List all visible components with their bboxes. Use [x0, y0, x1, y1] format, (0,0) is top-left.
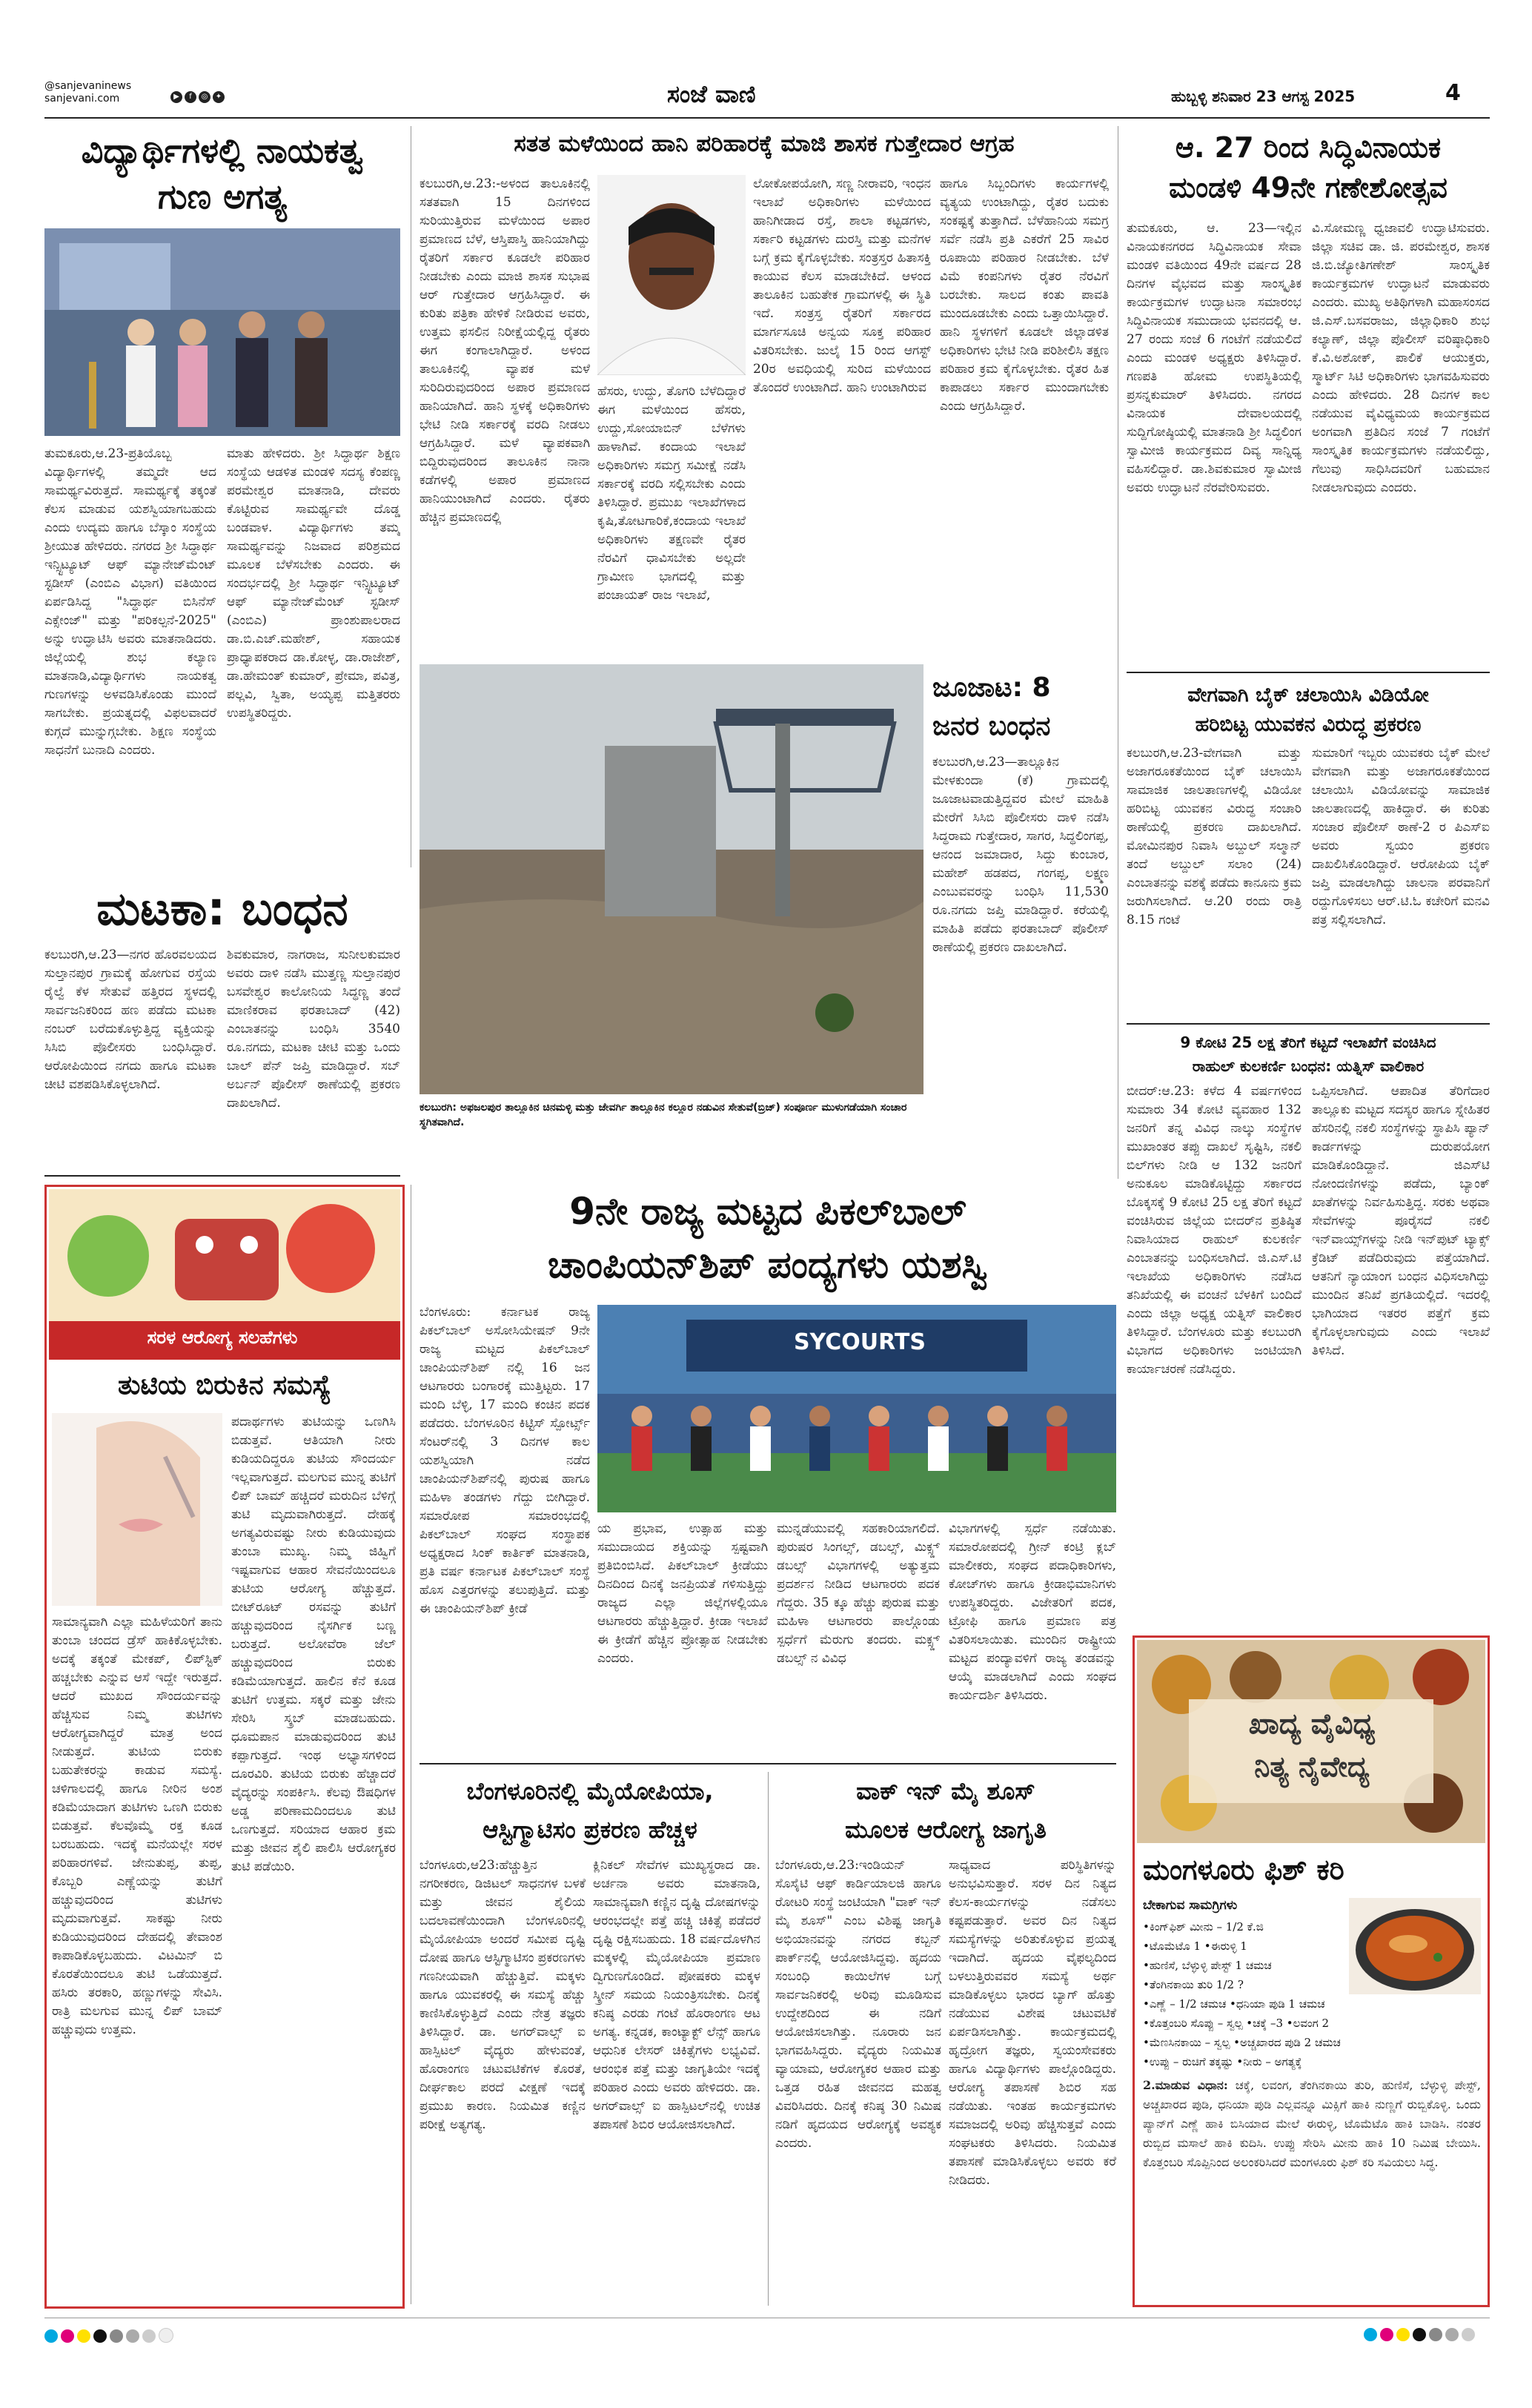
- pickleball-photo-sign: SYCOURTS: [794, 1329, 926, 1355]
- health-banner-label: ಸರಳ ಆರೋಗ್ಯ ಸಲಹೆಗಳು: [147, 1327, 298, 1348]
- method-text: ಚಕ್ಕೆ, ಲವಂಗ, ತೆಂಗಿನಕಾಯಿ ತುರಿ, ಹುಣಿಸೆ, ಬೆಳ್ಳುಳ್ಳಿ ಪೇಸ್ಟ್, ಅಚ್ಚಖಾರದ ಪುಡಿ, ಧನಿಯಾ ಪುಡಿ ಎಲ್ಲವನ್ನೂ ಮಿಕ್ಸಿಗೆ ಹಾಕಿ ನುಣ್ಣಗೆ ರುಬ್ಬಿಕೊಳ್ಳಿ. ಒಂದು ಪ್ಯಾನ್‌ಗೆ ಎಣ್ಣೆ ಹಾಕಿ ಬಿಸಿಯಾದ ಮೇಲೆ ಈರುಳ್ಳಿ, ಟೊಮೆಟೊ ಹಾಕಿ ಬಾಡಿಸಿ. ನಂತರ ರುಬ್ಬಿದ ಮಸಾಲೆ ಹಾಕಿ ಕುದಿಸಿ. ಉಪ್ಪು ಸೇರಿಸಿ ಮೀನು ಹಾಕಿ 10 ನಿಮಿಷ ಬೇಯಿಸಿ. ಕೊತ್ತಂಬರಿ ಸೊಪ್ಪಿನಿಂದ ಅಲಂಕರಿಸಿದರೆ ಮಂಗಳೂರು ಫಿಶ್ ಕರಿ ಸವಿಯಲು ಸಿದ್ಧ.: [1143, 2078, 1481, 2169]
- leadership-headline-line-1: ವಿದ್ಯಾರ್ಥಿಗಳಲ್ಲಿ ನಾಯಕತ್ವ: [81, 130, 364, 171]
- myopia-headline: [420, 1772, 760, 1849]
- rain-body-2: ಹೆಸರು, ಉದ್ದು, ತೊಗರಿ ಬೆಳೆದಿದ್ದಾರೆ ಈಗ ಮಳೆಯಿಂದ ಹೆಸರು, ಉದ್ದು,ಸೋಯಾಬಿನ್ ಬೆಳೆಗಳು ಹಾಳಾಗಿವೆ. ಕಂದಾಯ ಇಲಾಖೆ ಅಧಿಕಾರಿಗಳು ಸಮಗ್ರ ಸಮೀಕ್ಷೆ ನಡೆಸಿ ಸರ್ಕಾರಕ್ಕೆ ವರದಿ ಸಲ್ಲಿಸಬೇಕು ಎಂದು ತಿಳಿಸಿದ್ದಾರೆ. ಪ್ರಮುಖ ಇಲಾಖೆಗಳಾದ ಕೃಷಿ,ತೋಟಗಾರಿಕೆ,ಕಂದಾಯ ಇಲಾಖೆ ಅಧಿಕಾರಿಗಳು ತಕ್ಷಣವೇ ರೈತರ ನೆರವಿಗೆ ಧಾವಿಸಬೇಕು ಅಲ್ಲದೇ ಗ್ರಾಮೀಣ ಭಾಗದಲ್ಲಿ ಮತ್ತು ಪಂಚಾಯತ್ ರಾಜ ಇಲಾಖೆ,: [597, 384, 746, 603]
- rain-body-3: ಲೋಕೋಪಯೋಗಿ, ಸಣ್ಣ ನೀರಾವರಿ, ಇಂಧನ ಇಲಾಖೆ ಅಧಿಕಾರಿಗಳು ಮಳೆಯಿಂದ ಹಾನಿಗೀಡಾದ ರಸ್ತೆ, ಶಾಲಾ ಕಟ್ಟಡಗಳು, ಸರ್ಕಾರಿ ಕಟ್ಟಡಗಳು ದುರಸ್ತಿ ಮತ್ತು ಮನೆಗಳ ಬಗ್ಗೆ ಕ್ರಮ ಕೈಗೊಳ್ಳಬೇಕು. ಸಂತ್ರಸ್ತರ ಹಿತಾಸಕ್ತಿ ಕಾಯುವ ಕೆಲಸ ಮಾಡಬೇಕಿದೆ. ಆಳಂದ ತಾಲೂಕಿನ ಬಹುತೇಕ ಗ್ರಾಮಗಳಲ್ಲಿ ಈ ಸ್ಥಿತಿ ಇದೆ. ಸಂತ್ರಸ್ತ ರೈತರಿಗೆ ಸರ್ಕಾರದ ಮಾರ್ಗಸೂಚಿ ಅನ್ವಯ ಸೂಕ್ತ ಪರಿಹಾರ ವಿತರಿಸಬೇಕು. ಜುಲೈ 15 ರಿಂದ ಆಗಸ್ಟ್ 20ರ ಅವಧಿಯಲ್ಲಿ ಸುರಿದ ಮಳೆಯಿಂದ ತೊಂದರೆ ಉಂಟಾಗಿದೆ. ಹಾನಿ ಉಂಟಾಗಿರುವ: [753, 176, 931, 395]
- ganesha-headline-line-1: ಆ. 27 ರಿಂದ ಸಿದ್ಧಿವಿನಾಯಕ: [1175, 131, 1442, 164]
- ingredient-item: •ಮೆಣಸಿನಕಾಯಿ – ಸ್ವಲ್ಪ •ಅಚ್ಚಖಾರದ ಪುಡಿ 2 ಚಮಚ: [1143, 2036, 1341, 2049]
- ingredient-item: •ತೆಂಗಿನಕಾಯಿ ತುರಿ 1/2 ?: [1143, 1978, 1244, 1991]
- page-number: 4: [1445, 80, 1461, 106]
- river-caption: ಕಲಬುರಗಿ: ಅಫಜಲಪುರ ತಾಲ್ಲೂಕಿನ ಚಿನಮಳ್ಳಿ ಮತ್ತು ಜೇವರ್ಗಿ ತಾಲ್ಲೂಕಿನ ಕಲ್ಲೂರ ನಡುವಿನ ಸೇತುವೆ(ಬ್ರಿಜ್) ಸಂಪೂರ್ಣ ಮುಳುಗಡೆಯಾಗಿ ಸಂಚಾರ ಸ್ಥಗಿತವಾಗಿದೆ.: [420, 1102, 907, 1128]
- leadership-headline-line-2: ಗುಣ ಅಗತ್ಯ: [157, 176, 288, 216]
- recipe-banner-line-1: ಖಾದ್ಯ ವೈವಿಧ್ಯ: [1248, 1707, 1376, 1740]
- bike-body: ಕಲಬುರಗಿ,ಆ.23-ವೇಗವಾಗಿ ಮತ್ತು ಅಜಾಗರೂಕತೆಯಿಂದ ಬೈಕ್ ಚಲಾಯಿಸಿ ಸಾಮಾಜಿಕ ಜಾಲತಾಣಗಳಲ್ಲಿ ವಿಡಿಯೋ ಹರಿಬಿಟ್ಟ ಯುವಕನ ವಿರುದ್ಧ ಸಂಚಾರಿ ಠಾಣೆಯಲ್ಲಿ ಪ್ರಕರಣ ದಾಖಲಾಗಿದೆ. ಮೋಮಿನಪುರ ನಿವಾಸಿ ಅಬ್ದುಲ್ ಸಲ್ಮಾನ್ ತಂದೆ ಅಬ್ದುಲ್ ಸಲಾಂ (24) ಎಂಬಾತನನ್ನು ವಶಕ್ಕೆ ಪಡೆದು ಕಾನೂನು ಕ್ರಮ ಜರುಗಿಸಲಾಗಿದೆ. ಆ.20 ರಂದು ರಾತ್ರಿ 8.15 ಗಂಟೆ: [1127, 746, 1301, 927]
- bike-headline-line-2: ಹರಿಬಿಟ್ಟ ಯುವಕನ ವಿರುದ್ಧ ಪ್ರಕರಣ: [1195, 713, 1422, 736]
- health-body: ಸಾಮಾನ್ಯವಾಗಿ ಎಲ್ಲಾ ಮಹಿಳೆಯರಿಗೆ ತಾನು ತುಂಬಾ ಚಂದದ ಡ್ರೆಸ್ ಹಾಕಿಕೊಳ್ಳಬೇಕು. ಅದಕ್ಕೆ ತಕ್ಕಂತೆ ಮೇಕಪ್, ಲಿಪ್‌ಸ್ಟಿಕ್ ಹಚ್ಚಬೇಕು ಎನ್ನುವ ಆಸೆ ಇದ್ದೇ ಇರುತ್ತದೆ. ಆದರೆ ಮುಖದ ಸೌಂದರ್ಯವನ್ನು ಹೆಚ್ಚಿಸುವ ನಿಮ್ಮ ತುಟಿಗಳು ಆರೋಗ್ಯವಾಗಿದ್ದರೆ ಮಾತ್ರ ಅಂದ ನೀಡುತ್ತದೆ. ತುಟಿಯ ಬಿರುಕು ಬಹುತೇಕರನ್ನು ಕಾಡುವ ಸಮಸ್ಯೆ. ಚಳಿಗಾಲದಲ್ಲಿ ಹಾಗೂ ನೀರಿನ ಅಂಶ ಕಡಿಮೆಯಾದಾಗ ತುಟಿಗಳು ಒಣಗಿ ಬಿರುಕು ಬಿಡುತ್ತವೆ. ಕೆಲವೊಮ್ಮೆ ರಕ್ತ ಕೂಡ ಬರಬಹುದು. ಇದಕ್ಕೆ ಮನೆಯಲ್ಲೇ ಸರಳ ಪರಿಹಾರಗಳಿವೆ. ಜೇನುತುಪ್ಪ, ತುಪ್ಪ, ಕೊಬ್ಬರಿ ಎಣ್ಣೆಯನ್ನು ತುಟಿಗೆ ಹಚ್ಚುವುದರಿಂದ ತುಟಿಗಳು ಮೃದುವಾಗುತ್ತವೆ. ಸಾಕಷ್ಟು ನೀರು ಕುಡಿಯುವುದರಿಂದ ದೇಹದಲ್ಲಿ ತೇವಾಂಶ ಕಾಪಾಡಿಕೊಳ್ಳಬಹುದು. ವಿಟಮಿನ್ ಬಿ ಕೊರತೆಯಿಂದಲೂ ತುಟಿ ಒಡೆಯುತ್ತದೆ. ಹಸಿರು ತರಕಾರಿ, ಹಣ್ಣುಗಳನ್ನು ಸೇವಿಸಿ. ರಾತ್ರಿ ಮಲಗುವ ಮುನ್ನ ಲಿಪ್ ಬಾಮ್ ಹಚ್ಚುವುದು ಉತ್ತಮ.: [52, 1615, 222, 2037]
- ingredient-item: •ಕಿಂಗ್‌ಫಿಶ್ ಮೀನು – 1/2 ಕೆ.ಜಿ: [1143, 1920, 1264, 1934]
- leadership-body: ತುಮಕೂರು,ಆ.23-ಪ್ರತಿಯೊಬ್ಬ ವಿದ್ಯಾರ್ಥಿಗಳಲ್ಲಿ ತಮ್ಮದೇ ಆದ ಸಾಮರ್ಥ್ಯವಿರುತ್ತದೆ. ಸಾಮರ್ಥ್ಯಕ್ಕೆ ತಕ್ಕಂತೆ ಕೆಲಸ ಮಾಡುವ ಯಶಸ್ವಿಯಾಗಬಹುದು ಎಂದು ಉದ್ಯಮ ಹಾಗೂ ಬೆಸ್ಕಾಂ ಸಂಸ್ಥೆಯ ಶ್ರೀಯುತ ಹೇಳಿದರು. ನಗರದ ಶ್ರೀ ಸಿದ್ಧಾರ್ಥ ಇನ್ಸ್ಟಿಟ್ಯೂಟ್ ಆಫ್ ಮ್ಯಾನೇಜ್‌ಮೆಂಟ್ ಸ್ಟಡೀಸ್ (ಎಂಬಿಎ ವಿಭಾಗ) ವತಿಯಿಂದ ಏರ್ಪಡಿಸಿದ್ದ "ಸಿದ್ಧಾರ್ಥ ಬಿಸಿನೆಸ್ ಎಕ್ಸೇಂಜ್" ಮತ್ತು "ಪರಿಕಲ್ಪನೆ-2025" ಅನ್ನು ಉದ್ಘಾಟಿಸಿ ಅವರು ಮಾತನಾಡಿದರು. ಜಿಲ್ಲೆಯಲ್ಲಿ ಶುಭ ಕಲ್ಯಾಣ ಮಾತನಾಡಿ,ವಿದ್ಯಾರ್ಥಿಗಳು ನಾಯಕತ್ವ ಗುಣಗಳನ್ನು ಅಳವಡಿಸಿಕೊಂಡು ಮುಂದೆ ಸಾಗಬೇಕು. ಪ್ರಯತ್ನದಲ್ಲಿ ವಿಫಲವಾದರೆ ಕುಗ್ಗದೆ ಮುನ್ನುಗ್ಗಬೇಕು. ಶಿಕ್ಷಣ ಸಂಸ್ಥೆಯ ಸಾಧನೆಗೆ ಬುನಾದಿ ಎಂದರು.: [44, 446, 216, 758]
- health-headline: ತುಟಿಯ ಬಿರುಕಿನ ಸಮಸ್ಯೆ: [117, 1370, 332, 1400]
- pickleball-body-3: ಮುನ್ನಡೆಯುವಲ್ಲಿ ಸಹಕಾರಿಯಾಗಲಿದೆ. ಪುರುಷರ ಸಿಂಗಲ್ಸ್, ಡಬಲ್ಸ್, ಮಿಕ್ಸ್ಡ್ ಡಬಲ್ಸ್ ವಿಭಾಗಗಳಲ್ಲಿ ಅತ್ಯುತ್ತಮ ಪ್ರದರ್ಶನ ನೀಡಿದ ಆಟಗಾರರು ಪದಕ ಗೆದ್ದರು. 35 ಕ್ಕೂ ಹೆಚ್ಚು ಪುರುಷ ಮತ್ತು ಮಹಿಳಾ ಆಟಗಾರರು ಪಾಲ್ಗೊಂಡು ಸ್ಪರ್ಧೆಗೆ ಮೆರುಗು ತಂದರು. ಮಕ್ಸ್ಡ್ ಡಬಲ್ಸ್ ನ ವಿವಿಧ: [777, 1521, 940, 1666]
- ingredient-item: •ಎಣ್ಣೆ – 1/2 ಚಮಚ •ಧನಿಯಾ ಪುಡಿ 1 ಚಮಚ: [1143, 1997, 1325, 2011]
- ingredients-list-2: [1143, 1994, 1481, 2071]
- ganesha-headline: [1127, 128, 1490, 208]
- fraud-headline-line-2: ರಾಹುಲ್ ಕುಲಕರ್ಣಿ ಬಂಧನ: ಯತ್ನಿಸ್ ವಾಲಿಕಾರ: [1192, 1057, 1425, 1075]
- leadership-body-2: ಮಾತು ಹೇಳಿದರು. ಶ್ರೀ ಸಿದ್ಧಾರ್ಥ ಶಿಕ್ಷಣ ಸಂಸ್ಥೆಯ ಆಡಳಿತ ಮಂಡಳಿ ಸದಸ್ಯ ಕೆಂಪಣ್ಣ ಪರಮೇಶ್ವರ ಮಾತನಾಡಿ, ದೇವರು ಕೊಟ್ಟಿರುವ ಸಾಮರ್ಥ್ಯವೇ ದೊಡ್ಡ ಬಂಡವಾಳ. ವಿದ್ಯಾರ್ಥಿಗಳು ತಮ್ಮ ಸಾಮರ್ಥ್ಯವನ್ನು ನಿಜವಾದ ಪರಿಶ್ರಮದ ಮೂಲಕ ಬೆಳೆಸಬೇಕು ಎಂದರು. ಈ ಸಂದರ್ಭದಲ್ಲಿ ಶ್ರೀ ಸಿದ್ಧಾರ್ಥ ಇನ್ಸ್ಟಿಟ್ಯೂಟ್ ಆಫ್ ಮ್ಯಾನೇಜ್‌ಮೆಂಟ್ ಸ್ಟಡೀಸ್ (ಎಂಬಿಎ) ಪ್ರಾಂಶುಪಾಲರಾದ ಡಾ.ಬಿ.ಎಚ್.ಮಹೇಶ್, ಸಹಾಯಕ ಪ್ರಾಧ್ಯಾಪಕರಾದ ಡಾ.ಕೋಳ್ಳ, ಡಾ.ರಾಜೇಶ್, ಡಾ.ಹೇಮಂತ್ ಕುಮಾರ್, ಪ್ರೇಮಾ, ಪವಿತ್ರ, ಪಲ್ಲವಿ, ಸ್ವಿತಾ, ಅಯ್ಯಪ್ಪ ಮತ್ತಿತರರು ಉಪಸ್ಥಿತರಿದ್ದರು.: [227, 446, 400, 721]
- recipe-banner-title: [1193, 1702, 1430, 1788]
- pickleball-headline-line-2: ಚಾಂಪಿಯನ್‌ಶಿಪ್ ಪಂದ್ಯಗಳು ಯಶಸ್ವಿ: [548, 1243, 988, 1286]
- lips-photo: [52, 1413, 222, 1606]
- social-icons: [170, 87, 227, 103]
- column-rule: [768, 1772, 769, 2306]
- color-registration-left: [44, 2328, 176, 2346]
- pickleball-headline-line-1: 9ನೇ ರಾಜ್ಯ ಮಟ್ಟದ ಪಿಕಲ್‌ಬಾಲ್: [569, 1190, 966, 1233]
- ingredients-title: ಬೇಕಾಗುವ ಸಾಮಗ್ರಿಗಳು: [1143, 1898, 1238, 1913]
- fraud-body: ಬೀದರ್:ಆ.23: ಕಳೆದ 4 ವರ್ಷಗಳಿಂದ ಸುಮಾರು 34 ಕೋಟಿ ವ್ಯವಹಾರ 132 ಜನರಿಗೆ ತನ್ನ ವಿವಿಧ ನಾಲ್ಕು ಸಂಸ್ಥೆಗಳ ಮುಖಾಂತರ ತಪ್ಪು ದಾಖಲೆ ಸೃಷ್ಟಿಸಿ, ನಕಲಿ ಬಿಲ್‌ಗಳು ನೀಡಿ ಆ 132 ಜನರಿಗೆ ಅನುಕೂಲ ಮಾಡಿಕೊಟ್ಟಿದ್ದು ಸರ್ಕಾರದ ಬೊಕ್ಕಸಕ್ಕೆ 9 ಕೋಟಿ 25 ಲಕ್ಷ ತೆರಿಗೆ ಕಟ್ಟದೆ ವಂಚಿಸಿರುವ ಜಿಲ್ಲೆಯ ಬೀದರ್‌ನ ಪ್ರತಿಷ್ಠಿತ ನಿವಾಸಿಯಾದ ರಾಹುಲ್ ಕುಲಕರ್ಣಿ ಎಂಬಾತನನ್ನು ಬಂಧಿಸಲಾಗಿದೆ. ಜಿ.ಎಸ್.ಟಿ ಇಲಾಖೆಯ ಅಧಿಕಾರಿಗಳು ನಡೆಸಿದ ತನಿಖೆಯಲ್ಲಿ ಈ ವಂಚನೆ ಬೆಳಕಿಗೆ ಬಂದಿದೆ ಎಂದು ಜಿಲ್ಲಾ ಅಧ್ಯಕ್ಷ ಯತ್ನಿಸ್ ವಾಲಿಕಾರ ತಿಳಿಸಿದ್ದಾರೆ. ಬೆಂಗಳೂರು ಮತ್ತು ಕಲಬುರಗಿ ವಿಭಾಗದ ಅಧಿಕಾರಿಗಳು ಜಂಟಿಯಾಗಿ ಕಾರ್ಯಾಚರಣೆ ನಡೆಸಿದ್ದರು.: [1127, 1084, 1301, 1377]
- section-rule: [1127, 672, 1490, 673]
- section-rule: [1127, 1023, 1490, 1025]
- gambling-body: ಕಲಬುರಗಿ,ಆ.23—ತಾಲ್ಲೂಕಿನ ಮೇಳಕುಂದಾ (ಕೆ) ಗ್ರಾಮದಲ್ಲಿ ಜೂಜಾಟವಾಡುತ್ತಿದ್ದವರ ಮೇಲೆ ಮಾಹಿತಿ ಮೇರೆಗೆ ಸಿಸಿಬಿ ಪೊಲೀಸರು ದಾಳಿ ನಡೆಸಿ ಸಿದ್ಧರಾಮ ಗುತ್ತೇದಾರ, ಸಾಗರ, ಸಿದ್ಧಲಿಂಗಪ್ಪ, ಆನಂದ ಜಮಾದಾರ, ಸಿದ್ದು ಕುಂಬಾರ, ಮಹೇಶ್ ಹಡಪದ, ಗಂಗಪ್ಪ, ಲಕ್ಷ್ಮಣ ಎಂಬುವವರನ್ನು ಬಂಧಿಸಿ 11,530 ರೂ.ನಗದು ಜಪ್ತಿ ಮಾಡಿದ್ದಾರೆ. ಕರೆಯಲ್ಲಿ ಮಾಹಿತಿ ಪಡೆದು ಫರತಾಬಾದ್ ಪೊಲೀಸ್ ಠಾಣೆಯಲ್ಲಿ ಪ್ರಕರಣ ದಾಖಲಾಗಿದೆ.: [932, 755, 1109, 955]
- youtube-icon[interactable]: ▶: [170, 91, 182, 103]
- leader-portrait: [597, 175, 746, 375]
- fraud-body-2: ಒಪ್ಪಿಸಲಾಗಿದೆ. ಆಪಾದಿತ ತೆರಿಗೆದಾರ ತಾಲ್ಲೂಕು ಮಟ್ಟದ ಸದಸ್ಯರ ಹಾಗೂ ಸ್ನೇಹಿತರ ಹೆಸರಿನಲ್ಲಿ ನಕಲಿ ಸಂಸ್ಥೆಗಳನ್ನು ಸ್ಥಾಪಿಸಿ ಪ್ಯಾನ್ ಕಾರ್ಡಗಳನ್ನು ದುರುಪಯೋಗ ಮಾಡಿಕೊಂಡಿದ್ದಾನೆ. ಜಿಎಸ್‌ಟಿ ನೋಂದಣಿಗಳನ್ನು ಪಡೆದು, ಬ್ಯಾಂಕ್ ಖಾತೆಗಳನ್ನು ನಿರ್ವಹಿಸುತ್ತಿದ್ದ. ಸರಕು ಅಥವಾ ಸೇವೆಗಳನ್ನು ಪೂರೈಸದೆ ನಕಲಿ ಇನ್‌ವಾಯ್ಸ್‌ಗಳನ್ನು ನೀಡಿ ಇನ್‌ಪುಟ್ ಟ್ಯಾಕ್ಸ್ ಕ್ರೆಡಿಟ್ ಪಡೆದಿರುವುದು ಪತ್ತೆಯಾಗಿದೆ. ಆತನಿಗೆ ನ್ಯಾಯಾಂಗ ಬಂಧನ ವಿಧಿಸಲಾಗಿದ್ದು ಮುಂದಿನ ತನಿಖೆ ಪ್ರಗತಿಯಲ್ಲಿದೆ. ಇದರಲ್ಲಿ ಭಾಗಿಯಾದ ಇತರರ ಪತ್ತೆಗೆ ಕ್ರಮ ಕೈಗೊಳ್ಳಲಾಗುವುದು ಎಂದು ಇಲಾಖೆ ತಿಳಿಸಿದೆ.: [1312, 1084, 1490, 1358]
- section-rule: [420, 1763, 1116, 1764]
- ingredient-item: •ಉಪ್ಪು – ರುಚಿಗೆ ತಕ್ಕಷ್ಟು •ನೀರು – ಅಗತ್ಯಕ್ಕೆ: [1143, 2055, 1302, 2068]
- masthead: ಸಂಜೆ ವಾಣಿ: [667, 80, 756, 108]
- matka-body: ಕಲಬುರಗಿ,ಆ.23—ನಗರ ಹೊರವಲಯದ ಸುಲ್ತಾನಪುರ ಗ್ರಾಮಕ್ಕೆ ಹೋಗುವ ರಸ್ತೆಯ ರೈಲ್ವೆ ಕೆಳ ಸೇತುವೆ ಹತ್ತಿರದ ಸ್ಥಳದಲ್ಲಿ ಸಾರ್ವಜನಿಕರಿಂದ ಹಣ ಪಡೆದು ಮಟಕಾ ನಂಬರ್ ಬರೆದುಕೊಳ್ಳುತ್ತಿದ್ದ ವ್ಯಕ್ತಿಯನ್ನು ಸಿಸಿಬಿ ಪೊಲೀಸರು ಬಂಧಿಸಿದ್ದಾರೆ. ಆರೋಪಿಯಿಂದ ನಗದು ಹಾಗೂ ಮಟಕಾ ಚೀಟಿ ವಶಪಡಿಸಿಕೊಳ್ಳಲಾಗಿದೆ.: [44, 947, 216, 1092]
- myopia-body: ಬೆಂಗಳೂರು,ಆ23:ಹೆಚ್ಚುತ್ತಿನ ನಗರೀಕರಣ, ಡಿಜಿಟಲ್ ಸಾಧನಗಳ ಬಳಕೆ ಮತ್ತು ಜೀವನ ಶೈಲಿಯ ಬದಲಾವಣೆಯಿಂದಾಗಿ ಬೆಂಗಳೂರಿನಲ್ಲಿ ಮೈಯೋಪಿಯಾ ಅಂದರೆ ಸಮೀಪ ದೃಷ್ಟಿ ದೋಷ ಹಾಗೂ ಆಸ್ಟಿಗ್ಮಾಟಿಸಂ ಪ್ರಕರಣಗಳು ಗಣನೀಯವಾಗಿ ಹೆಚ್ಚುತ್ತಿವೆ. ಮಕ್ಕಳು ಹಾಗೂ ಯುವಕರಲ್ಲಿ ಈ ಸಮಸ್ಯೆ ಹೆಚ್ಚು ಕಾಣಿಸಿಕೊಳ್ಳುತ್ತಿದೆ ಎಂದು ನೇತ್ರ ತಜ್ಞರು ತಿಳಿಸಿದ್ದಾರೆ. ಡಾ. ಅಗರ್‌ವಾಲ್ಸ್ ಐ ಹಾಸ್ಪಿಟಲ್ ವೈದ್ಯರು ಹೇಳುವಂತೆ, ಹೊರಾಂಗಣ ಚಟುವಟಿಕೆಗಳ ಕೊರತೆ, ದೀರ್ಘಕಾಲ ಪರದೆ ವೀಕ್ಷಣೆ ಇದಕ್ಕೆ ಪ್ರಮುಖ ಕಾರಣ. ನಿಯಮಿತ ಕಣ್ಣಿನ ಪರೀಕ್ಷೆ ಅತ್ಯಗತ್ಯ.: [420, 1858, 586, 2132]
- bike-headline: [1127, 681, 1490, 740]
- method-title: 2.ಮಾಡುವ ವಿಧಾನ:: [1143, 2078, 1228, 2092]
- recipe-method: [1143, 2076, 1481, 2295]
- walkathon-headline-line-2: ಮೂಲಕ ಆರೋಗ್ಯ ಜಾಗೃತಿ: [845, 1816, 1047, 1844]
- walkathon-headline-line-1: ವಾಕ್ ಇನ್ ಮೈ ಶೂಸ್: [856, 1777, 1035, 1805]
- ganesha-body: ತುಮಕೂರು, ಆ. 23—ಇಲ್ಲಿನ ವಿನಾಯಕನಗರದ ಸಿದ್ಧಿವಿನಾಯಕ ಸೇವಾ ಮಂಡಳಿ ವತಿಯಿಂದ 49ನೇ ವರ್ಷದ 28 ದಿನಗಳ ವೈಭವದ ಮತ್ತು ಸಾಂಸ್ಕೃತಿಕ ಕಾರ್ಯಕ್ರಮಗಳ ಉದ್ಘಾಟನಾ ಸಮಾರಂಭ ಸಿದ್ಧಿವಿನಾಯಕ ಸಮುದಾಯ ಭವನದಲ್ಲಿ ಆ. 27 ರಂದು ಸಂಜೆ 6 ಗಂಟೆಗೆ ನಡೆಯಲಿದೆ ಎಂದು ಮಂಡಳಿ ಅಧ್ಯಕ್ಷರು ತಿಳಿಸಿದ್ದಾರೆ. ಗಣಪತಿ ಹೋಮ ಉಪಸ್ಥಿತಿಯಲ್ಲಿ ಪ್ರಸನ್ನಕುಮಾರ್ ತಿಳಿಸಿದರು. ನಗರದ ವಿನಾಯಕ ದೇವಾಲಯದಲ್ಲಿ ಸುದ್ದಿಗೋಷ್ಠಿಯಲ್ಲಿ ಮಾತನಾಡಿ ಶ್ರೀ ಸಿದ್ಧಲಿಂಗ ಸ್ವಾಮೀಜಿ ಕಾರ್ಯಕ್ರಮದ ದಿವ್ಯ ಸಾನ್ನಿಧ್ಯ ವಹಿಸಲಿದ್ದಾರೆ. ಡಾ.ಶಿವಕುಮಾರ ಸ್ವಾಮೀಜಿ ಅವರು ಉದ್ಘಾಟನೆ ನೆರವೇರಿಸುವರು.: [1127, 221, 1301, 495]
- dateline: ಹುಬ್ಬಳ್ಳಿ ಶನಿವಾರ 23 ಆಗಸ್ಟ 2025: [1171, 87, 1356, 105]
- twitter-icon[interactable]: ✦: [213, 91, 225, 103]
- walkathon-headline: [775, 1772, 1116, 1849]
- gambling-headline-line-1: ಜೂಜಾಟ: 8: [932, 672, 1051, 703]
- leadership-photo: [44, 228, 400, 436]
- ingredient-item: •ಹುಣಿಸೆ, ಬೆಳ್ಳುಳ್ಳಿ ಪೇಸ್ಟ್ 1 ಚಮಚ: [1143, 1959, 1272, 1972]
- rain-body: ಕಲಬುರಗಿ,ಆ.23:-ಅಳಂದ ತಾಲೂಕಿನಲ್ಲಿ ಸತತವಾಗಿ 15 ದಿನಗಳಿಂದ ಸುರಿಯುತ್ತಿರುವ ಮಳೆಯಿಂದ ಅಪಾರ ಪ್ರಮಾಣದ ಬೆಳೆ, ಆಸ್ತಿಪಾಸ್ತಿ ಹಾನಿಯಾಗಿದ್ದು ರೈತರಿಗೆ ಸರ್ಕಾರ ಕೂಡಲೇ ಪರಿಹಾರ ನೀಡಬೇಕು ಎಂದು ಮಾಜಿ ಶಾಸಕ ಸುಭಾಷ ಆರ್ ಗುತ್ತೇದಾರ ಆಗ್ರಹಿಸಿದ್ದಾರೆ. ಈ ಕುರಿತು ಪತ್ರಿಕಾ ಹೇಳಿಕೆ ನೀಡಿರುವ ಅವರು, ಉತ್ತಮ ಫಸಲಿನ ನಿರೀಕ್ಷೆಯಲ್ಲಿದ್ದ ರೈತರು ಈಗ ಕಂಗಾಲಾಗಿದ್ದಾರೆ. ಅಳಂದ ತಾಲೂಕಿನಲ್ಲಿ ವ್ಯಾಪಕ ಮಳೆ ಸುರಿದಿರುವುದರಿಂದ ಅಪಾರ ಪ್ರಮಾಣದ ಹಾನಿಯಾಗಿದೆ. ಹಾನಿ ಸ್ಥಳಕ್ಕೆ ಅಧಿಕಾರಿಗಳು ಭೇಟಿ ನೀಡಿ ಸರ್ಕಾರಕ್ಕೆ ವರದಿ ನೀಡಲು ಆಗ್ರಹಿಸಿದ್ದಾರೆ. ಮಳೆ ವ್ಯಾಪಕವಾಗಿ ಬಿದ್ದಿರುವುದರಿಂದ ತಾಲೂಕಿನ ನಾನಾ ಕಡೆಗಳಲ್ಲಿ ಅಪಾರ ಪ್ರಮಾಣದ ಹಾನಿಯುಂಟಾಗಿದೆ ಎಂದರು. ರೈತರು ಹೆಚ್ಚಿನ ಪ್ರಮಾಣದಲ್ಲಿ: [420, 176, 590, 525]
- ingredient-item: •ಕೊತ್ತಂಬರಿ ಸೊಪ್ಪು – ಸ್ವಲ್ಪ •ಚಕ್ಕೆ –3 •ಲವಂಗ 2: [1143, 2017, 1330, 2030]
- myopia-body-2: ಕ್ಲಿನಿಕಲ್ ಸೇವೆಗಳ ಮುಖ್ಯಸ್ಥರಾದ ಡಾ. ಅರ್ಚನಾ ಅವರು ಮಾತನಾಡಿ, ಸಾಮಾನ್ಯವಾಗಿ ಕಣ್ಣಿನ ದೃಷ್ಟಿ ದೋಷಗಳನ್ನು ಆರಂಭದಲ್ಲೇ ಪತ್ತೆ ಹಚ್ಚಿ ಚಿಕಿತ್ಸೆ ಪಡೆದರೆ ದೃಷ್ಟಿ ರಕ್ಷಿಸಬಹುದು. 18 ವರ್ಷದೊಳಗಿನ ಮಕ್ಕಳಲ್ಲಿ ಮೈಯೋಪಿಯಾ ಪ್ರಮಾಣ ದ್ವಿಗುಣಗೊಂಡಿದೆ. ಪೋಷಕರು ಮಕ್ಕಳ ಸ್ಕ್ರೀನ್ ಸಮಯ ನಿಯಂತ್ರಿಸಬೇಕು. ದಿನಕ್ಕೆ ಕನಿಷ್ಠ ಎರಡು ಗಂಟೆ ಹೊರಾಂಗಣ ಆಟ ಅಗತ್ಯ. ಕನ್ನಡಕ, ಕಾಂಟ್ಯಾಕ್ಟ್ ಲೆನ್ಸ್ ಹಾಗೂ ಆಧುನಿಕ ಲೇಸರ್ ಚಿಕಿತ್ಸೆಗಳು ಲಭ್ಯವಿವೆ. ಆರಂಭಿಕ ಪತ್ತೆ ಮತ್ತು ಜಾಗೃತಿಯೇ ಇದಕ್ಕೆ ಪರಿಹಾರ ಎಂದು ಅವರು ಹೇಳಿದರು. ಡಾ. ಅಗರ್‌ವಾಲ್ಸ್ ಐ ಹಾಸ್ಪಿಟಲ್‌ನಲ್ಲಿ ಉಚಿತ ತಪಾಸಣೆ ಶಿಬಿರ ಆಯೋಜಿಸಲಾಗಿದೆ.: [593, 1858, 760, 2132]
- gambling-headline-line-2: ಜನರ ಬಂಧನ: [932, 711, 1051, 741]
- bike-body-2: ಸುಮಾರಿಗೆ ಇಬ್ಬರು ಯುವಕರು ಬೈಕ್ ಮೇಲೆ ವೇಗವಾಗಿ ಮತ್ತು ಅಜಾಗರೂಕತೆಯಿಂದ ಚಲಾಯಿಸಿ ವಿಡಿಯೋವನ್ನು ಸಾಮಾಜಿಕ ಜಾಲತಾಣದಲ್ಲಿ ಹಾಕಿದ್ದಾರೆ. ಈ ಕುರಿತು ಸಂಚಾರ ಪೊಲೀಸ್ ಠಾಣೆ-2 ರ ಪಿಎಸ್‌ಐ ಅವರು ಸ್ವಯಂ ಪ್ರಕರಣ ದಾಖಲಿಸಿಕೊಂಡಿದ್ದಾರೆ. ಆರೋಪಿಯ ಬೈಕ್ ಜಪ್ತಿ ಮಾಡಲಾಗಿದ್ದು ಚಾಲನಾ ಪರವಾನಿಗೆ ರದ್ದುಗೊಳಿಸಲು ಆರ್.ಟಿ.ಓ ಕಚೇರಿಗೆ ಮನವಿ ಪತ್ರ ಸಲ್ಲಿಸಲಾಗಿದೆ.: [1312, 746, 1490, 927]
- instagram-icon[interactable]: ◎: [199, 91, 210, 103]
- matka-body-2: ಶಿವಕುಮಾರ, ನಾಗರಾಜ, ಸುನೀಲಕುಮಾರ ಅವರು ದಾಳಿ ನಡೆಸಿ ಮುತ್ತಣ್ಣ ಸುಲ್ತಾನಪುರ ಬಸವೇಶ್ವರ ಕಾಲೋನಿಯ ಸಿದ್ಧಣ್ಣ ತಂದೆ ಮಾಣಿಕರಾವ ಫರತಾಬಾದ್ (42) ಎಂಬಾತನನ್ನು ಬಂಧಿಸಿ 3540 ರೂ.ನಗದು, ಮಟಕಾ ಚೀಟಿ ಮತ್ತು ಒಂದು ಬಾಲ್ ಪೆನ್ ಜಪ್ತಿ ಮಾಡಿದ್ದಾರೆ. ಸಬ್ ಅರ್ಬನ್ ಪೊಲೀಸ್ ಠಾಣೆಯಲ್ಲಿ ಪ್ರಕರಣ ದಾಖಲಾಗಿದೆ.: [227, 947, 400, 1111]
- ganesha-headline-line-2: ಮಂಡಳಿ 49ನೇ ಗಣೇಶೋತ್ಸವ: [1169, 171, 1448, 204]
- pickleball-headline: [420, 1185, 1116, 1291]
- bike-headline-line-1: ವೇಗವಾಗಿ ಬೈಕ್ ಚಲಾಯಿಸಿ ವಿಡಿಯೋ: [1187, 684, 1429, 707]
- fraud-headline-line-1: 9 ಕೋಟಿ 25 ಲಕ್ಷ ತೆರಿಗೆ ಕಟ್ಟದೆ ಇಲಾಖೆಗೆ ವಂಚಿಸಿದ: [1180, 1033, 1436, 1051]
- pickleball-body-2: ಯ ಪ್ರಭಾವ, ಉತ್ಸಾಹ ಮತ್ತು ಸಮುದಾಯದ ಶಕ್ತಿಯನ್ನು ಸ್ಪಷ್ಟವಾಗಿ ಪ್ರತಿಬಿಂಬಿಸಿದೆ. ಪಿಕಲ್‌ಬಾಲ್ ಕ್ರೀಡೆಯು ದಿನದಿಂದ ದಿನಕ್ಕೆ ಜನಪ್ರಿಯತೆ ಗಳಿಸುತ್ತಿದ್ದು ರಾಜ್ಯದ ಎಲ್ಲಾ ಜಿಲ್ಲೆಗಳಲ್ಲಿಯೂ ಆಟಗಾರರು ಹೆಚ್ಚುತ್ತಿದ್ದಾರೆ. ಕ್ರೀಡಾ ಇಲಾಖೆ ಈ ಕ್ರೀಡೆಗೆ ಹೆಚ್ಚಿನ ಪ್ರೋತ್ಸಾಹ ನೀಡಬೇಕು ಎಂದರು.: [597, 1521, 768, 1666]
- walkathon-body-2: ಸಾಧ್ಯವಾದ ಪರಿಸ್ಥಿತಿಗಳನ್ನು ಅನುಭವಿಸುತ್ತಾರೆ. ಸರಳ ದಿನ ನಿತ್ಯದ ಕೆಲಸ-ಕಾರ್ಯಗಳನ್ನು ನಡೆಸಲು ಕಷ್ಟಪಡುತ್ತಾರೆ. ಅವರ ದಿನ ನಿತ್ಯದ ಸಮಸ್ಯೆಗಳನ್ನು ಅರಿತುಕೊಳ್ಳುವ ಪ್ರಯತ್ನ ಇದಾಗಿದೆ. ಹೃದಯ ವೈಫಲ್ಯದಿಂದ ಬಳಲುತ್ತಿರುವವರ ಸಮಸ್ಯೆ ಅರ್ಥ ಮಾಡಿಕೊಳ್ಳಲು ಭಾರದ ಬ್ಯಾಗ್ ಹೊತ್ತು ನಡೆಯುವ ವಿಶೇಷ ಚಟುವಟಿಕೆ ಏರ್ಪಡಿಸಲಾಗಿತ್ತು. ಕಾರ್ಯಕ್ರಮದಲ್ಲಿ ಹೃದ್ರೋಗ ತಜ್ಞರು, ಸ್ವಯಂಸೇವಕರು ಹಾಗೂ ವಿದ್ಯಾರ್ಥಿಗಳು ಪಾಲ್ಗೊಂಡಿದ್ದರು. ಆರೋಗ್ಯ ತಪಾಸಣೆ ಶಿಬಿರ ಸಹ ನಡೆಯಿತು. ಇಂತಹ ಕಾರ್ಯಕ್ರಮಗಳು ಸಮಾಜದಲ್ಲಿ ಅರಿವು ಹೆಚ್ಚಿಸುತ್ತವೆ ಎಂದು ಸಂಘಟಕರು ತಿಳಿಸಿದರು. ನಿಯಮಿತ ತಪಾಸಣೆ ಮಾಡಿಸಿಕೊಳ್ಳಲು ಅವರು ಕರೆ ನೀಡಿದರು.: [949, 1858, 1116, 2188]
- walkathon-body: ಬೆಂಗಳೂರು,ಆ.23:ಇಂಡಿಯನ್ ಸೊಸೈಟಿ ಆಫ್ ಕಾರ್ಡಿಯಾಲಜಿ ಹಾಗೂ ರೋಟರಿ ಸಂಸ್ಥೆ ಜಂಟಿಯಾಗಿ "ವಾಕ್ ಇನ್ ಮೈ ಶೂಸ್" ಎಂಬ ವಿಶಿಷ್ಟ ಜಾಗೃತಿ ಅಭಿಯಾನವನ್ನು ನಗರದ ಕಬ್ಬನ್ ಪಾರ್ಕ್‌ನಲ್ಲಿ ಆಯೋಜಿಸಿದ್ದವು. ಹೃದಯ ಸಂಬಂಧಿ ಕಾಯಿಲೆಗಳ ಬಗ್ಗೆ ಸಾರ್ವಜನಿಕರಲ್ಲಿ ಅರಿವು ಮೂಡಿಸುವ ಉದ್ದೇಶದಿಂದ ಈ ನಡಿಗೆ ಆಯೋಜಿಸಲಾಗಿತ್ತು. ನೂರಾರು ಜನ ಭಾಗವಹಿಸಿದ್ದರು. ವೈದ್ಯರು ನಿಯಮಿತ ವ್ಯಾಯಾಮ, ಆರೋಗ್ಯಕರ ಆಹಾರ ಮತ್ತು ಒತ್ತಡ ರಹಿತ ಜೀವನದ ಮಹತ್ವ ವಿವರಿಸಿದರು. ದಿನಕ್ಕೆ ಕನಿಷ್ಠ 30 ನಿಮಿಷ ನಡಿಗೆ ಹೃದಯದ ಆರೋಗ್ಯಕ್ಕೆ ಅವಶ್ಯಕ ಎಂದರು.: [775, 1858, 941, 2151]
- pickleball-body: ಬೆಂಗಳೂರು: ಕರ್ನಾಟಕ ರಾಜ್ಯ ಪಿಕಲ್‌ಬಾಲ್ ಅಸೋಸಿಯೇಷನ್ 9ನೇ ರಾಜ್ಯ ಮಟ್ಟದ ಪಿಕಲ್‌ಬಾಲ್ ಚಾಂಪಿಯನ್‌ಶಿಪ್ ನಲ್ಲಿ 16 ಜನ ಆಟಗಾರರು ಬಂಗಾರಕ್ಕೆ ಮುತ್ತಿಟ್ಟರು. 17 ಮಂದಿ ಬೆಳ್ಳಿ, 17 ಮಂದಿ ಕಂಚಿನ ಪದಕ ಪಡೆದರು. ಬೆಂಗಳೂರಿನ ಕಿಟ್ಟಿಸ್ ಸ್ಪೋರ್ಟ್ಸ್ ಸೆಂಟರ್‌ನಲ್ಲಿ 3 ದಿನಗಳ ಕಾಲ ಯಶಸ್ವಿಯಾಗಿ ನಡೆದ ಚಾಂಪಿಯನ್‌ಶಿಪ್‌ನಲ್ಲಿ ಪುರುಷ ಹಾಗೂ ಮಹಿಳಾ ತಂಡಗಳು ಗೆದ್ದು ಬೀಗಿದ್ದಾರೆ. ಸಮಾರೋಪ ಸಮಾರಂಭದಲ್ಲಿ ಪಿಕಲ್‌ಬಾಲ್ ಸಂಘದ ಸಂಸ್ಥಾಪಕ ಅಧ್ಯಕ್ಷರಾದ ಸಿಂಕ್ ಕಾರ್ತಿಕ್ ಮಾತನಾಡಿ, ಪ್ರತಿ ವರ್ಷ ಕರ್ನಾಟಕ ಪಿಕಲ್‌ಬಾಲ್ ಸಂಸ್ಥೆ ಹೊಸ ಎತ್ತರಗಳನ್ನು ತಲುಪುತ್ತಿದೆ. ಮತ್ತು ಈ ಚಾಂಪಿಯನ್‌ಶಿಪ್ ಕ್ರೀಡೆ: [420, 1305, 590, 1616]
- header: [44, 80, 1490, 116]
- color-registration-right: [1364, 2328, 1478, 2344]
- health-body-2: ಪದಾರ್ಥಗಳು ತುಟಿಯನ್ನು ಒಣಗಿಸಿ ಬಿಡುತ್ತವೆ. ಆತಿಯಾಗಿ ನೀರು ಕುಡಿಯದಿದ್ದರೂ ತುಟಿಯ ಸೌಂದರ್ಯ ಇಲ್ಲವಾಗುತ್ತದೆ. ಮಲಗುವ ಮುನ್ನ ತುಟಿಗೆ ಲಿಪ್ ಬಾಮ್ ಹಚ್ಚಿದರೆ ಮರುದಿನ ಬೆಳಿಗ್ಗೆ ತುಟಿ ಮೃದುವಾಗಿರುತ್ತದೆ. ದೇಹಕ್ಕೆ ಅಗತ್ಯವಿರುವಷ್ಟು ನೀರು ಕುಡಿಯುವುದು ತುಂಬಾ ಮುಖ್ಯ. ನಿಮ್ಮ ಜಿಹ್ವಿಗೆ ಇಷ್ಟವಾಗುವ ಆಹಾರ ಸೇವನೆಯಿಂದಲೂ ತುಟಿಯ ಆರೋಗ್ಯ ಹೆಚ್ಚುತ್ತದೆ. ಬೀಟ್‌ರೂಟ್ ರಸವನ್ನು ತುಟಿಗೆ ಹಚ್ಚುವುದರಿಂದ ನೈಸರ್ಗಿಕ ಬಣ್ಣ ಬರುತ್ತದೆ. ಅಲೋವೆರಾ ಜೆಲ್ ಹಚ್ಚುವುದರಿಂದ ಬಿರುಕು ಕಡಿಮೆಯಾಗುತ್ತದೆ. ಹಾಲಿನ ಕೆನೆ ಕೂಡ ತುಟಿಗೆ ಉತ್ತಮ. ಸಕ್ಕರೆ ಮತ್ತು ಜೇನು ಸೇರಿಸಿ ಸ್ಕ್ರಬ್ ಮಾಡಬಹುದು. ಧೂಮಪಾನ ಮಾಡುವುದರಿಂದ ತುಟಿ ಕಪ್ಪಾಗುತ್ತದೆ. ಇಂಥ ಅಭ್ಯಾಸಗಳಿಂದ ದೂರವಿರಿ. ತುಟಿಯ ಬಿರುಕು ಹೆಚ್ಚಾದರೆ ವೈದ್ಯರನ್ನು ಸಂಪರ್ಕಿಸಿ. ಕೆಲವು ಔಷಧಿಗಳ ಅಡ್ಡ ಪರಿಣಾಮದಿಂದಲೂ ತುಟಿ ಒಣಗುತ್ತದೆ. ಸರಿಯಾದ ಆಹಾರ ಕ್ರಮ ಮತ್ತು ಜೀವನ ಶೈಲಿ ಪಾಲಿಸಿ ಆರೋಗ್ಯಕರ ತುಟಿ ಪಡೆಯಿರಿ.: [231, 1415, 396, 1874]
- myopia-headline-line-2: ಆಸ್ಟಿಗ್ಮಾಟಿಸಂ ಪ್ರಕರಣ ಹೆಚ್ಚಳ: [483, 1816, 697, 1844]
- rain-headline: ಸತತ ಮಳೆಯಿಂದ ಹಾನಿ ಪರಿಹಾರಕ್ಕೆ ಮಾಜಿ ಶಾಸಕ ಗುತ್ತೇದಾರ ಆಗ್ರಹ: [514, 130, 1015, 157]
- header-rule: [44, 117, 1490, 119]
- section-rule: [44, 1175, 400, 1177]
- pickleball-body-4: ವಿಭಾಗಗಳಲ್ಲಿ ಸ್ಪರ್ಧೆ ನಡೆಯಿತು. ಸಮಾರೋಪದಲ್ಲಿ ಗ್ರೀನ್ ಕಂಟ್ರಿ ಕ್ಲಬ್ ಮಾಲೀಕರು, ಸಂಘದ ಪದಾಧಿಕಾರಿಗಳು, ಕೋಚ್‌ಗಳು ಹಾಗೂ ಕ್ರೀಡಾಭಿಮಾನಿಗಳು ಉಪಸ್ಥಿತರಿದ್ದರು. ವಿಜೇತರಿಗೆ ಪದಕ, ಟ್ರೋಫಿ ಹಾಗೂ ಪ್ರಮಾಣ ಪತ್ರ ವಿತರಿಸಲಾಯಿತು. ಮುಂದಿನ ರಾಷ್ಟ್ರೀಯ ಮಟ್ಟದ ಪಂದ್ಯಾವಳಿಗೆ ರಾಜ್ಯ ತಂಡವನ್ನು ಆಯ್ಕೆ ಮಾಡಲಾಗಿದೆ ಎಂದು ಸಂಘದ ಕಾರ್ಯದರ್ಶಿ ತಿಳಿಸಿದರು.: [949, 1521, 1116, 1703]
- gambling-headline: [932, 669, 1109, 746]
- leadership-headline: [44, 128, 400, 219]
- social-handle: @sanjevaninews: [44, 80, 132, 92]
- ingredients-list: [1143, 1917, 1343, 1994]
- matka-headline: ಮಟಕಾ: ಬಂಧನ: [96, 882, 348, 936]
- ingredient-item: •ಟೊಮೆಟೊ 1 •ಈರುಳ್ಳಿ 1: [1143, 1939, 1247, 1953]
- river-flood-photo: [420, 664, 923, 1094]
- fish-curry-photo: [1349, 1898, 1481, 1994]
- fraud-headline: [1127, 1031, 1490, 1078]
- facebook-icon[interactable]: f: [185, 91, 196, 103]
- myopia-headline-line-1: ಬೆಂಗಳೂರಿನಲ್ಲಿ ಮೈಯೋಪಿಯಾ,: [466, 1777, 714, 1805]
- ganesha-body-2: ವಿ.ಸೋಮಣ್ಣ ಧ್ವಜಾವಲಿ ಉದ್ಘಾಟಿಸುವರು. ಜಿಲ್ಲಾ ಸಚಿವ ಡಾ. ಜಿ. ಪರಮೇಶ್ವರ, ಶಾಸಕ ಜಿ.ಬಿ.ಜ್ಯೋತಿಗಣೇಶ್ ಸಾಂಸ್ಕೃತಿಕ ಕಾರ್ಯಕ್ರಮಗಳ ಉದ್ಘಾಟನೆ ಮಾಡುವರು ಎಂದರು. ಮುಖ್ಯ ಅತಿಥಿಗಳಾಗಿ ಮಹಾಸಂಸದ ಜಿ.ಎಸ್.ಬಸವರಾಜು, ಜಿಲ್ಲಾಧಿಕಾರಿ ಶುಭ ಕಲ್ಯಾಣ್, ಜಿಲ್ಲಾ ಪೊಲೀಸ್ ವರಿಷ್ಠಾಧಿಕಾರಿ ಕೆ.ವಿ.ಅಶೋಕ್, ಪಾಲಿಕೆ ಆಯುಕ್ತರು, ಸ್ಮಾರ್ಟ್ ಸಿಟಿ ಅಧಿಕಾರಿಗಳು ಭಾಗವಹಿಸುವರು ಎಂದು ಹೇಳಿದರು. 28 ದಿನಗಳ ಕಾಲ ನಡೆಯುವ ವೈವಿಧ್ಯಮಯ ಕಾರ್ಯಕ್ರಮದ ಅಂಗವಾಗಿ ಪ್ರತಿದಿನ ಸಂಜೆ 7 ಗಂಟೆಗೆ ಸಾಂಸ್ಕೃತಿಕ ಕಾರ್ಯಕ್ರಮಗಳು ನಡೆಯಲಿದ್ದು, ಗೆಲುವು ಸಾಧಿಸಿದವರಿಗೆ ಬಹುಮಾನ ನೀಡಲಾಗುವುದು ಎಂದರು.: [1312, 221, 1490, 495]
- website[interactable]: sanjevani.com: [44, 93, 120, 105]
- rain-body-4: ಹಾಗೂ ಸಿಬ್ಬಂದಿಗಳು ಕಾರ್ಯಗಳಲ್ಲಿ ವ್ಯತ್ಯಯ ಉಂಟಾಗಿದ್ದು, ರೈತರ ಬದುಕು ಸಂಕಷ್ಟಕ್ಕೆ ತುತ್ತಾಗಿದೆ. ಬೆಳೆಹಾನಿಯ ಸಮಗ್ರ ಸರ್ವೆ ನಡೆಸಿ ಪ್ರತಿ ಎಕರೆಗೆ 25 ಸಾವಿರ ರೂಪಾಯಿ ಪರಿಹಾರ ನೀಡಬೇಕು. ಬೆಳೆ ವಿಮೆ ಕಂಪನಿಗಳು ರೈತರ ನೆರವಿಗೆ ಬರಬೇಕು. ಸಾಲದ ಕಂತು ಪಾವತಿ ಮುಂದೂಡಬೇಕು ಎಂದು ಒತ್ತಾಯಿಸಿದ್ದಾರೆ. ಹಾನಿ ಸ್ಥಳಗಳಿಗೆ ಕೂಡಲೇ ಜಿಲ್ಲಾಡಳಿತ ಅಧಿಕಾರಿಗಳು ಭೇಟಿ ನೀಡಿ ಪರಿಶೀಲಿಸಿ ತಕ್ಷಣ ಪರಿಹಾರ ಕ್ರಮ ಕೈಗೊಳ್ಳಬೇಕು. ರೈತರ ಹಿತ ಕಾಪಾಡಲು ಸರ್ಕಾರ ಮುಂದಾಗಬೇಕು ಎಂದು ಆಗ್ರಹಿಸಿದ್ದಾರೆ.: [940, 176, 1109, 414]
- recipe-headline: ಮಂಗಳೂರು ಫಿಶ್ ಕರಿ: [1143, 1853, 1344, 1886]
- recipe-banner-line-2: ನಿತ್ಯ ನೈವೇದ್ಯ: [1254, 1750, 1370, 1783]
